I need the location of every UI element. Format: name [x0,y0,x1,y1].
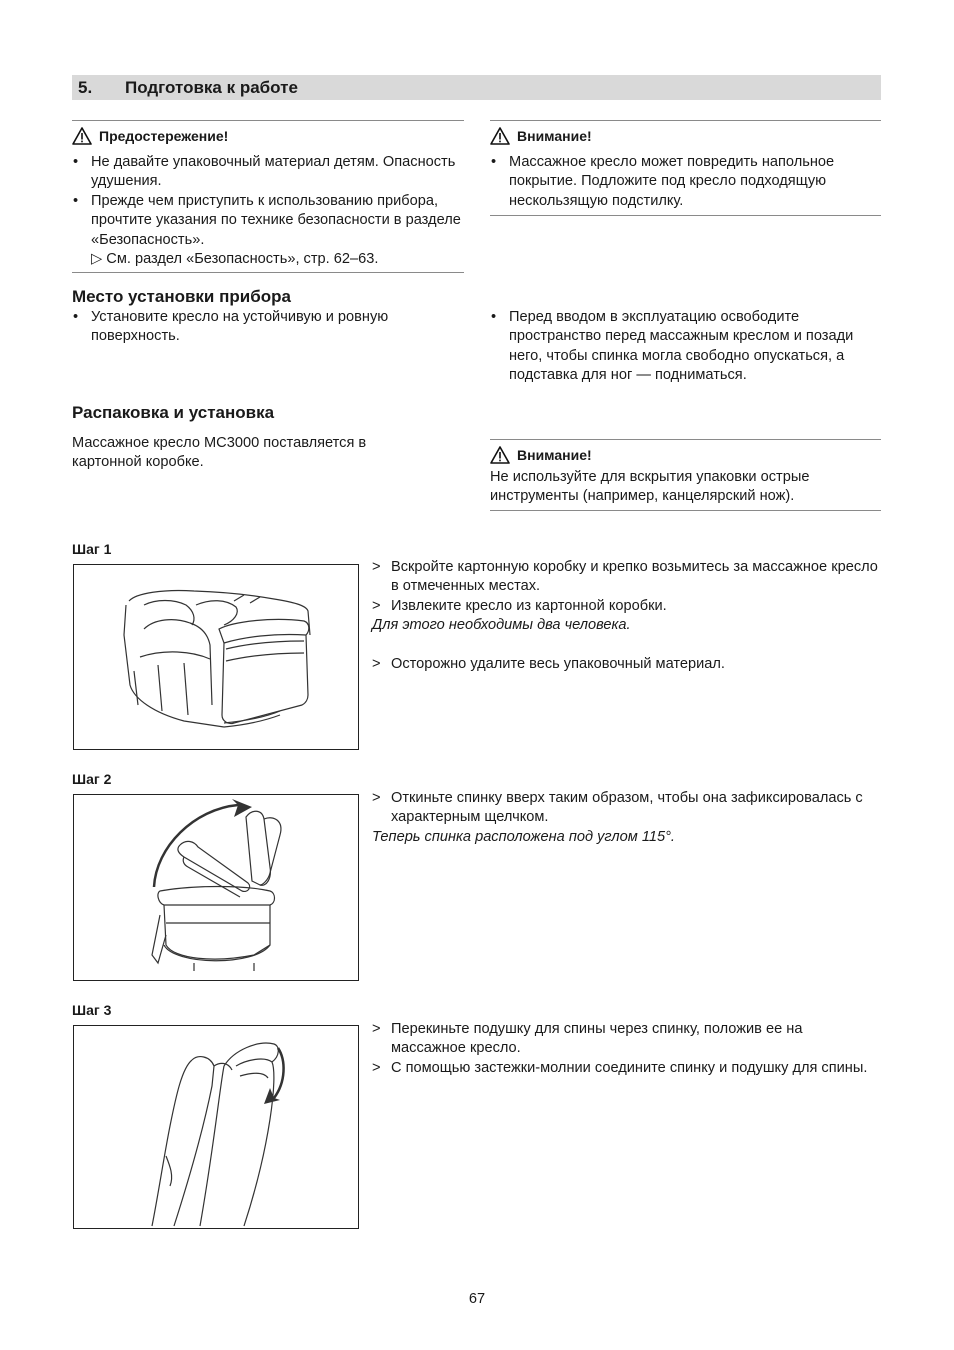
caution-top-rule [72,120,464,121]
attention-bottom-rule [490,215,881,216]
step-action: > С помощью застежки-молнии соедините спинку и подушку для спины. [372,1059,881,1078]
step-action: > Перекиньте подушку для спины через спинку, положив ее на массажное кресло. [372,1020,881,1059]
attention-heading: Внимание! [490,125,881,147]
step-action: > Вскройте картонную коробку и крепко возьмитесь за массажное кресло в отмеченных местах. [372,558,881,597]
placement-right [490,308,881,386]
caution-bottom-rule [72,272,464,273]
chair-backrest-illustration [74,795,358,980]
step-1-instructions [372,558,881,674]
caution-list [72,153,464,250]
chair-in-box-illustration [74,565,358,749]
safety-reference: ▷ См. раздел «Безопасность», стр. 62–63. [91,251,379,268]
unpacking-section [72,402,464,473]
placement-right-list [490,308,881,386]
step-1-result: Для этого необходимы два человека. [372,617,631,634]
step-3-label: Шаг 3 [72,1002,112,1018]
step-2-instructions [372,789,881,847]
step-2-label: Шаг 2 [72,771,112,787]
caution-box [72,125,464,269]
step-3-instructions [372,1020,881,1078]
placement-section [72,286,464,347]
warning-icon [72,127,92,145]
unpacking-heading: Распаковка и установка [72,403,275,422]
step-1-actions-2 [372,655,881,674]
attention-list [490,153,881,211]
placement-right-item: • Перед вводом в эксплуатацию освободите пространство перед массажным креслом и позади него, чтобы спинка могла свободно опускаться, а подставка для ног — подниматься. [490,308,881,386]
caution-item: • Не давайте упаковочный материал детям. Опасность удушения. [72,153,464,192]
attention2-box [490,444,881,507]
attention2-text: Не используйте для вскрытия упаковки острые инструменты (например, канцелярский нож). [490,469,810,505]
placement-heading: Место установки прибора [72,287,291,306]
warning-icon [490,446,510,464]
section-number: 5. [78,78,93,97]
backrest-cushion-illustration [74,1026,358,1228]
section-title: Подготовка к работе [125,78,298,97]
warning-icon [490,127,510,145]
step-3-actions [372,1020,881,1078]
caution-item: • Прежде чем приступить к использованию прибора, прочтите указания по технике безопасности в разделе «Безопасность». [72,192,464,250]
step-1-figure [73,564,359,750]
step-action: > Откиньте спинку вверх таким образом, чтобы она зафиксировалась с характерным щелчком. [372,789,881,828]
placement-item: • Установите кресло на устойчивую и ровную поверхность. [72,308,464,347]
placement-list [72,308,464,347]
step-1-actions [372,558,881,616]
attention-box [490,125,881,211]
attention-top-rule [490,120,881,121]
step-action: > Извлеките кресло из картонной коробки. [372,597,881,616]
step-2-actions [372,789,881,828]
page-number: 67 [468,1291,486,1307]
step-1-label: Шаг 1 [72,541,112,557]
step-2-figure [73,794,359,981]
section-header [72,75,881,100]
step-3-figure [73,1025,359,1229]
caution-heading: Предостережение! [72,125,464,147]
attention2-heading: Внимание! [490,444,881,466]
step-2-result: Теперь спинка расположена под углом 115°. [372,828,675,845]
unpacking-text: Массажное кресло MC3000 поставляется в картонной коробке. [72,435,367,471]
attention2-bottom-rule [490,510,881,511]
attention-item: • Массажное кресло может повредить напольное покрытие. Подложите под кресло подходящую нескользящую подстилку. [490,153,881,211]
step-action: > Осторожно удалите весь упаковочный материал. [372,655,881,674]
attention2-top-rule [490,439,881,440]
